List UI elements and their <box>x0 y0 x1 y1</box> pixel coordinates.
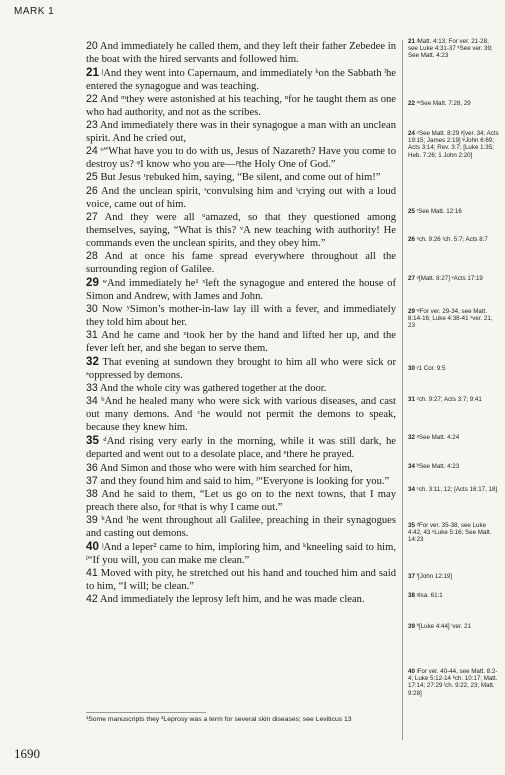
cross-reference <box>408 275 500 282</box>
cross-reference-verse: 29 <box>408 308 415 315</box>
cross-reference <box>408 396 500 403</box>
cross-reference <box>408 434 500 441</box>
verse <box>86 145 396 171</box>
verse-text: And at once his fame spread everywhere throughout all the surrounding region of Galilee. <box>86 250 396 275</box>
cross-reference-verse: 31 <box>408 396 415 403</box>
verse-number: 26 <box>86 184 98 197</box>
cross-reference-verse: 26 <box>408 236 415 243</box>
verse-number: 23 <box>86 119 98 132</box>
verse-text: And he came and ᶻtook her by the hand and lifted her up, and the fever left her, and she began to serve them. <box>86 330 396 355</box>
verse-number: 21 <box>86 66 99 80</box>
verse-text: And Simon and those who were with him searched for him, <box>97 462 353 474</box>
verse-text: ʷAnd immediately he¹ ˣleft the synagogue and entered the house of Simon and Andrew, with James and John. <box>86 277 396 302</box>
cross-reference <box>408 208 500 215</box>
verse <box>86 171 396 184</box>
cross-reference-text: ᶻch. 9:27; Acts 3:7; 9:41 <box>414 396 482 403</box>
verse-number: 38 <box>86 487 98 500</box>
cross-reference <box>408 486 500 493</box>
verse <box>86 211 396 250</box>
verse-text: ʰAnd ⁱhe went throughout all Galilee, preaching in their synagogues and casting out demons. <box>86 514 396 539</box>
cross-reference <box>408 308 500 330</box>
verse-number: 24 <box>86 145 98 158</box>
cross-reference-verse: 38 <box>408 592 415 599</box>
cross-reference-text: ʷFor ver. 29-34, see Matt. 8:14-16; Luke 4:38-41 ˣver. 21, 23 <box>408 308 493 330</box>
verse <box>86 119 396 145</box>
cross-reference-verse: 39 <box>408 623 415 630</box>
verse-number: 37 <box>86 474 98 487</box>
cross-reference <box>408 592 500 599</box>
verse-number: 25 <box>86 171 98 184</box>
cross-reference-verse: 30 <box>408 365 415 372</box>
verse <box>86 329 396 355</box>
verse-text: And immediately the leprosy left him, and he was made clean. <box>97 593 365 605</box>
page-number: 1690 <box>14 746 40 761</box>
cross-reference <box>408 573 500 580</box>
cross-reference-text: ᶠ[John 12:19] <box>414 573 453 580</box>
verse-text: Now ʸSimon’s mother-in-law lay ill with a fever, and immediately they told him about her. <box>86 303 396 328</box>
cross-reference <box>408 100 500 107</box>
cross-reference-text: ʳSee Matt. 12:16 <box>414 208 462 215</box>
cross-reference-verse: 25 <box>408 208 415 215</box>
verse-number: 31 <box>86 329 98 342</box>
cross-reference-verse: 35 <box>408 522 415 529</box>
verse-text: But Jesus ʳrebuked him, saying, “Be silent, and come out of him!” <box>97 172 381 184</box>
verse <box>86 567 396 593</box>
verse-text: And they were all ᵘamazed, so that they questioned among themselves, saying, “What is this? ᵛA new teaching with authority! He commands even the unclean spirits, and they obey him.” <box>86 211 396 249</box>
cross-reference-text: ᵈFor ver. 35-38, see Luke 4:42, 43 ᵉLuke 5:16; See Matt. 14:23 <box>408 522 492 544</box>
cross-reference <box>408 463 500 470</box>
verse <box>86 434 396 461</box>
verse-text: And immediately he called them, and they left their father Zebedee in the boat with the hired servants and followed him. <box>86 41 396 66</box>
cross-reference-verse: 22 <box>408 100 415 107</box>
verse <box>86 40 396 66</box>
verse-number: 22 <box>86 93 98 106</box>
cross-reference-verse: 37 <box>408 573 415 580</box>
verse <box>86 488 396 514</box>
cross-reference-text: ᵘ[Matt. 8:27] ᵛActs 17:19 <box>414 275 483 282</box>
cross-reference-text: ʲMatt. 4:13; For ver. 21-28, see Luke 4:31-37 ᵏSee ver. 39; See Matt. 4:23 <box>408 38 493 60</box>
cross-reference-verse: 21 <box>408 38 415 45</box>
column-divider <box>402 40 403 740</box>
cross-reference <box>408 365 500 372</box>
cross-reference-verse: 27 <box>408 275 415 282</box>
verse-text: ʲAnd they went into Capernaum, and immediately ᵏon the Sabbath ˡhe entered the synagogue and was teaching. <box>86 68 396 93</box>
cross-reference-verse: 34 <box>408 463 415 470</box>
scripture-text <box>86 40 396 606</box>
verse <box>86 382 396 395</box>
verse-number: 29 <box>86 275 99 289</box>
cross-reference-text: ᵃSee Matt. 4:24 <box>414 434 460 441</box>
verse-number: 32 <box>86 355 99 369</box>
verse <box>86 66 396 93</box>
verse-text: Moved with pity, he stretched out his hand and touched him and said to him, “I will; be clean.” <box>86 567 396 592</box>
verse <box>86 514 396 540</box>
verse-number: 36 <box>86 461 98 474</box>
verse <box>86 303 396 329</box>
cross-reference-verse: 40 <box>408 668 415 675</box>
verse-number: 39 <box>86 513 98 526</box>
cross-reference-verse: 32 <box>408 434 415 441</box>
verse-number: 35 <box>86 434 99 448</box>
verse <box>86 475 396 488</box>
verse-text: That evening at sundown they brought to him all who were sick or ᵃoppressed by demons. <box>86 357 396 382</box>
verse-text: ᵈAnd rising very early in the morning, while it was still dark, he departed and went out to a desolate place, and ᵉthere he prayed. <box>86 436 396 461</box>
cross-reference <box>408 130 500 159</box>
cross-reference-text: ʲFor ver. 40-44, see Matt. 8:2-4; Luke 5:12-14 ᵏch. 10:17; Matt. 17:14; 27:29 ˡch. 9:22, 23; Matt. 9:28] <box>408 668 498 697</box>
cross-reference-text: ᶜch. 3:11, 12; [Acts 16:17, 18] <box>414 486 498 493</box>
cross-reference <box>408 668 500 697</box>
verse-number: 33 <box>86 382 98 395</box>
verse-text: And the unclean spirit, ˢconvulsing him and ᵗcrying out with a loud voice, came out of him. <box>86 185 396 210</box>
cross-reference-text: ˢch. 9:26 ᵗch. 5:7; Acts 8:7 <box>414 236 488 243</box>
verse-text: And the whole city was gathered together at the door. <box>97 383 327 395</box>
verse <box>86 462 396 475</box>
verse-text: And he said to them, “Let us go on to the next towns, that I may preach there also, for ᵍthat is why I came out.” <box>86 488 396 513</box>
verse-text: ᵒ“What have you to do with us, Jesus of Nazareth? Have you come to destroy us? ᵠI know who you are—ᵖthe Holy One of God.” <box>86 146 396 171</box>
cross-reference <box>408 38 500 60</box>
verse <box>86 540 396 567</box>
verse-text: And ᵐthey were astonished at his teaching, ⁿfor he taught them as one who had authority, and not as the scribes. <box>86 94 396 119</box>
verse-text: ʲAnd a leper² came to him, imploring him, and ᵏkneeling said to him, ˡ“If you will, you can make me clean.” <box>86 541 396 566</box>
verse <box>86 395 396 434</box>
verse-text: and they found him and said to him, ᶠ“Everyone is looking for you.” <box>97 475 390 487</box>
verse-number: 28 <box>86 249 98 262</box>
verse-number: 20 <box>86 40 98 52</box>
footnote-divider <box>86 712 206 713</box>
cross-reference <box>408 236 500 243</box>
cross-reference-verse: 34 <box>408 486 415 493</box>
verse <box>86 185 396 211</box>
verse <box>86 276 396 303</box>
verse-number: 42 <box>86 592 98 605</box>
verse <box>86 593 396 606</box>
verse <box>86 355 396 382</box>
cross-reference-text: ᵇSee Matt. 4:23 <box>414 463 460 470</box>
cross-reference-text: ᵐSee Matt. 7:28, 29 <box>414 100 471 107</box>
verse-number: 34 <box>86 395 98 408</box>
cross-reference <box>408 623 500 630</box>
page-header: MARK 1 <box>14 6 55 17</box>
verse-text: And immediately there was in their synagogue a man with an unclean spirit. And he cried out, <box>86 120 396 145</box>
cross-reference-verse: 24 <box>408 130 415 137</box>
cross-reference-text: ᵒSee Matt. 8:29 ᵖ[ver. 34; Acts 19:15; James 2:19] ᵠJohn 6:69; Acts 3:14; Rev. 3:7; [Luke 1:35; Heb. 7:26; 1 John 2:20] <box>408 130 499 159</box>
footnote: ¹Some manuscripts they ²Leprosy was a term for several skin diseases; see Leviticus 13 <box>86 716 352 723</box>
verse-number: 30 <box>86 302 98 315</box>
verse-number: 40 <box>86 539 99 553</box>
verse <box>86 250 396 276</box>
verse-number: 41 <box>86 566 98 579</box>
cross-reference-text: ʸ1 Cor. 9:5 <box>414 365 446 372</box>
cross-reference-text: ʰ[Luke 4:44] ⁱver. 21 <box>414 623 471 630</box>
verse-text: ᵇAnd he healed many who were sick with various diseases, and cast out many demons. And ᶜhe would not permit the demons to speak, because they knew him. <box>86 396 396 434</box>
cross-reference <box>408 522 500 544</box>
verse <box>86 93 396 119</box>
cross-reference-text: ᵍIsa. 61:1 <box>414 592 443 599</box>
verse-number: 27 <box>86 210 98 223</box>
